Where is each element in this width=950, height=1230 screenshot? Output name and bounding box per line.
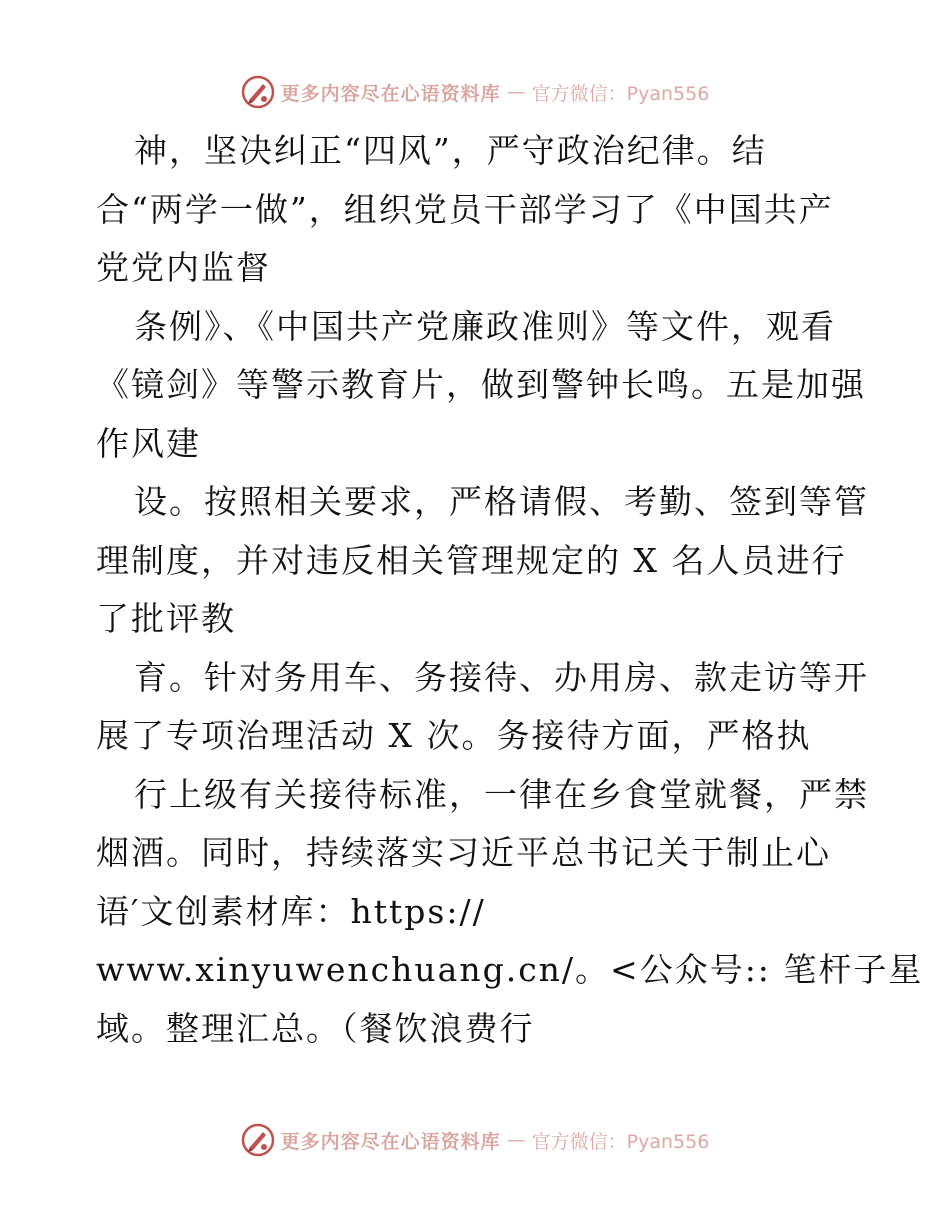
text-line: 作风建 [96, 423, 201, 463]
text-line: 党党内监督 [96, 248, 271, 287]
watermark-dash: — [506, 1129, 526, 1151]
watermark-wechat: 官方微信：Pyan556 [531, 1130, 710, 1153]
text-line: 育。针对务用车、务接待、办用房、款走访等开 [134, 657, 869, 697]
document-body [96, 122, 924, 1058]
text-line: 《镜剑》等警示教育片，做到警钟长鸣。五是加强 [96, 365, 866, 404]
text-line: 语′文创素材库：https:// [96, 891, 486, 931]
text-line: 域。整理汇总。（餐饮浪费行 [96, 1008, 535, 1048]
text-line: 烟酒。同时，持续落实习近平总书记关于制止心 [96, 833, 831, 872]
text-line: www.xinyuwenchuang.cn/。<公众号:: 笔杆子星 [96, 950, 924, 989]
text-line: 行上级有关接待标准，一律在乡食堂就餐，严禁 [134, 774, 869, 814]
text-line: 神，坚决纠正“四风”，严守政治纪律。结 [134, 131, 767, 170]
watermark-brand: 更多内容尽在心语资料库 [280, 82, 501, 105]
text-line: 条例》、《中国共产党廉政准则》等文件，观看 [134, 306, 836, 346]
text-line: 展了专项治理活动 X 次。务接待方面，严格执 [96, 716, 812, 755]
pen-logo-icon [241, 75, 275, 109]
text-line: 设。按照相关要求，严格请假、考勤、签到等管 [134, 482, 869, 521]
pen-logo-icon [241, 1123, 275, 1157]
text-line: 了批评教 [96, 599, 236, 638]
footer-watermark [0, 1120, 950, 1160]
watermark-brand: 更多内容尽在心语资料库 [280, 1130, 501, 1153]
header-watermark [0, 72, 950, 112]
text-line: 理制度，并对违反相关管理规定的 X 名人员进行 [96, 540, 847, 580]
watermark-dash: — [506, 81, 526, 103]
watermark-wechat: 官方微信：Pyan556 [531, 82, 710, 105]
text-line: 合“两学一做”，组织党员干部学习了《中国共产 [96, 189, 834, 229]
